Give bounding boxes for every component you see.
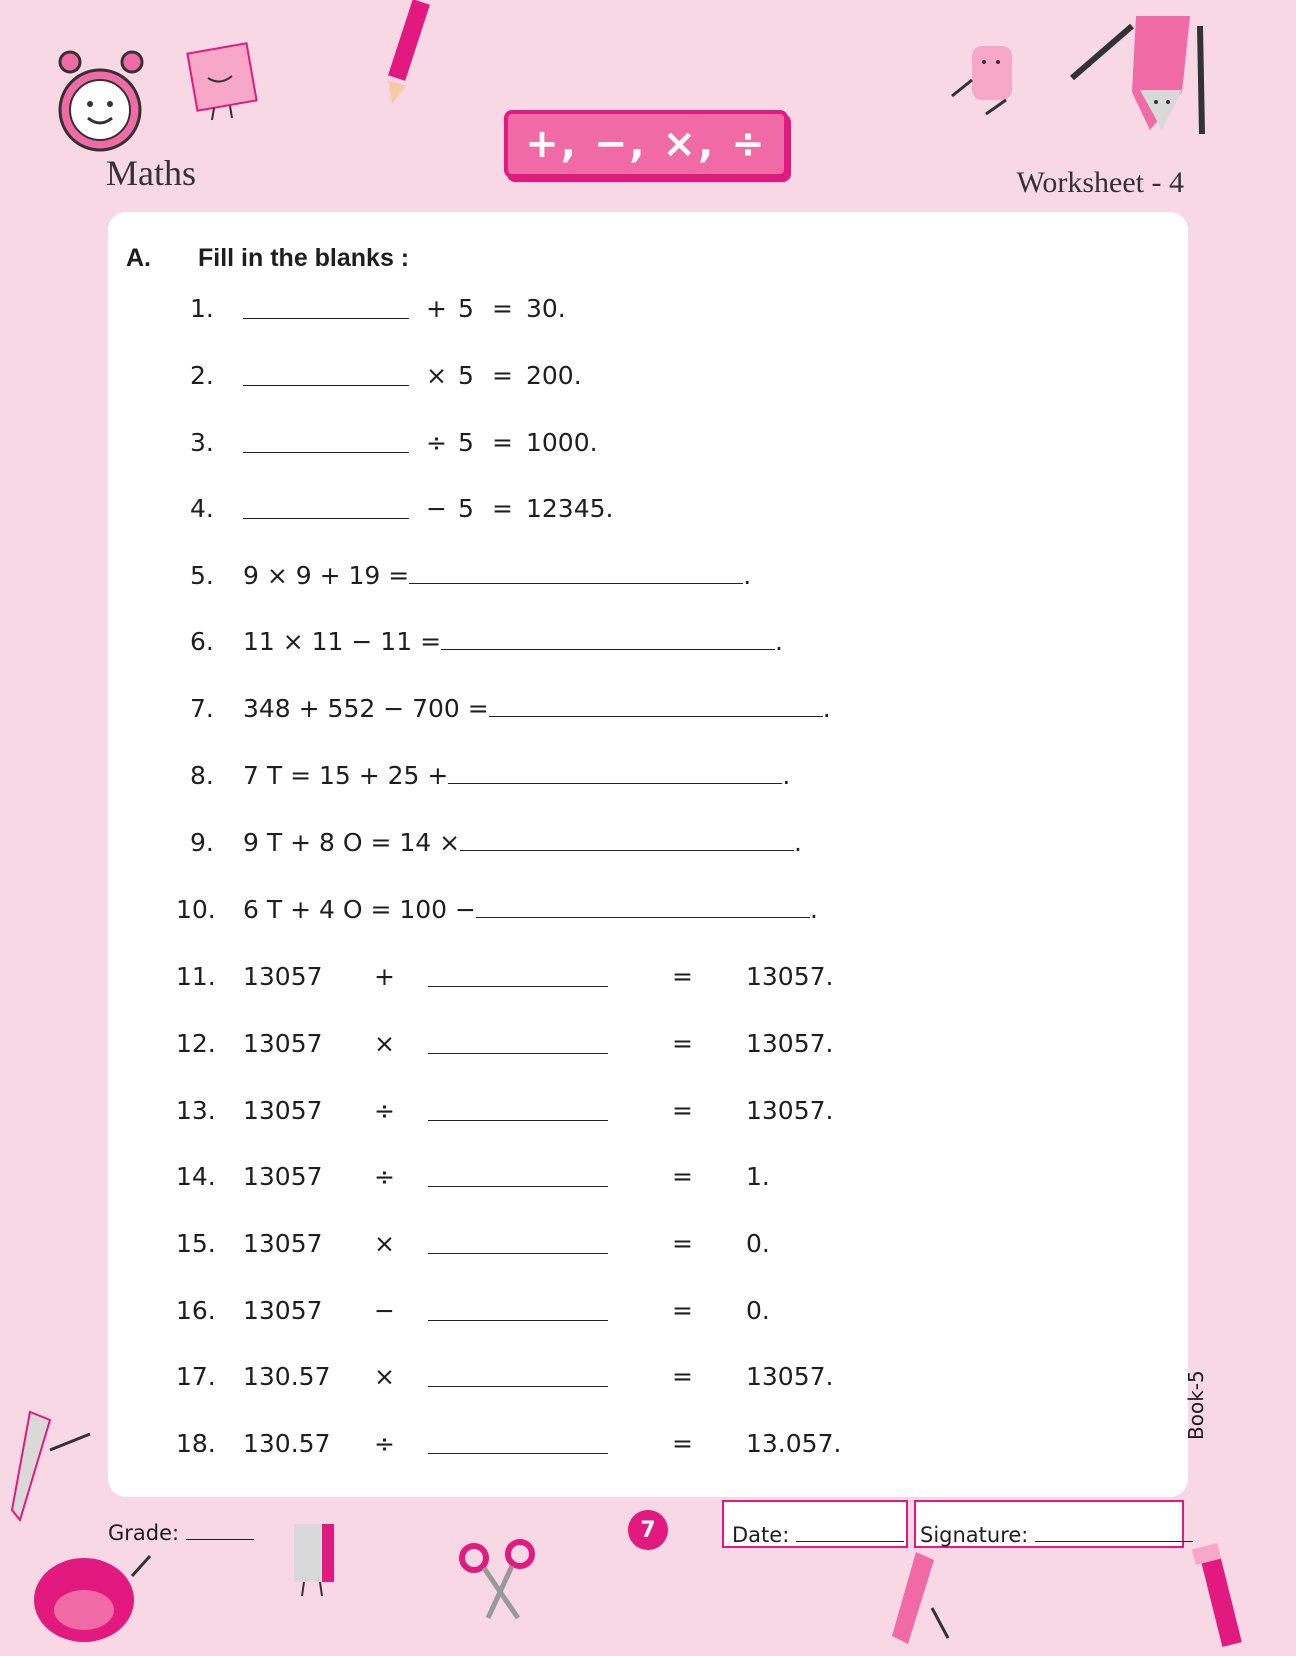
answer-blank[interactable] <box>476 895 810 918</box>
grade-blank[interactable] <box>186 1517 254 1540</box>
answer-blank[interactable] <box>243 430 409 453</box>
answer-blank[interactable] <box>428 1298 608 1321</box>
question-row: 6. 11 × 11 − 11 = . <box>190 627 783 656</box>
date-box: Date: <box>722 1500 908 1548</box>
pencil-character-icon <box>1070 6 1220 140</box>
section-letter: A. <box>126 244 151 272</box>
question-row: 5. 9 × 9 + 19 = . <box>190 561 752 590</box>
answer-blank[interactable] <box>428 1164 608 1187</box>
alarm-clock-icon <box>52 44 152 164</box>
pencil-icon <box>380 0 450 110</box>
answer-blank[interactable] <box>441 627 775 650</box>
sharpener-icon <box>286 1520 346 1600</box>
answer-blank[interactable] <box>409 561 743 584</box>
answer-blank[interactable] <box>489 694 823 717</box>
question-row: 8. 7 T = 15 + 25 + . <box>190 761 791 790</box>
pen-icon <box>1188 1540 1258 1652</box>
answer-blank[interactable] <box>428 1364 608 1387</box>
notepad-icon <box>178 42 268 122</box>
worksheet-number: Worksheet - 4 <box>1016 166 1184 199</box>
section-title: Fill in the blanks : <box>198 244 410 272</box>
crayon-icon <box>886 1548 956 1648</box>
signature-blank[interactable] <box>1035 1519 1193 1542</box>
eraser-icon <box>946 40 1036 120</box>
book-label: Book-5 <box>1184 1370 1208 1440</box>
answer-blank[interactable] <box>428 964 608 987</box>
subject-title: Maths <box>106 153 196 193</box>
answer-blank[interactable] <box>428 1231 608 1254</box>
grade-field: Grade: <box>108 1517 254 1545</box>
scissors-icon <box>458 1538 538 1624</box>
page-number: 7 <box>628 1510 668 1550</box>
answer-blank[interactable] <box>460 828 794 851</box>
answer-blank[interactable] <box>428 1431 608 1454</box>
question-row: 9. 9 T + 8 O = 14 × . <box>190 828 802 857</box>
answer-blank[interactable] <box>428 1098 608 1121</box>
signature-box: Signature: <box>914 1500 1184 1548</box>
answer-blank[interactable] <box>243 496 409 519</box>
question-row: 7. 348 + 552 − 700 = . <box>190 694 831 723</box>
answer-blank[interactable] <box>243 296 409 319</box>
date-blank[interactable] <box>796 1519 904 1542</box>
ruler-icon <box>10 1410 100 1530</box>
answer-blank[interactable] <box>428 1031 608 1054</box>
answer-blank[interactable] <box>448 761 782 784</box>
answer-blank[interactable] <box>243 363 409 386</box>
question-row: 10. 6 T + 4 O = 100 − . <box>176 895 818 924</box>
operations-banner: +, −, ×, ÷ <box>504 110 788 178</box>
